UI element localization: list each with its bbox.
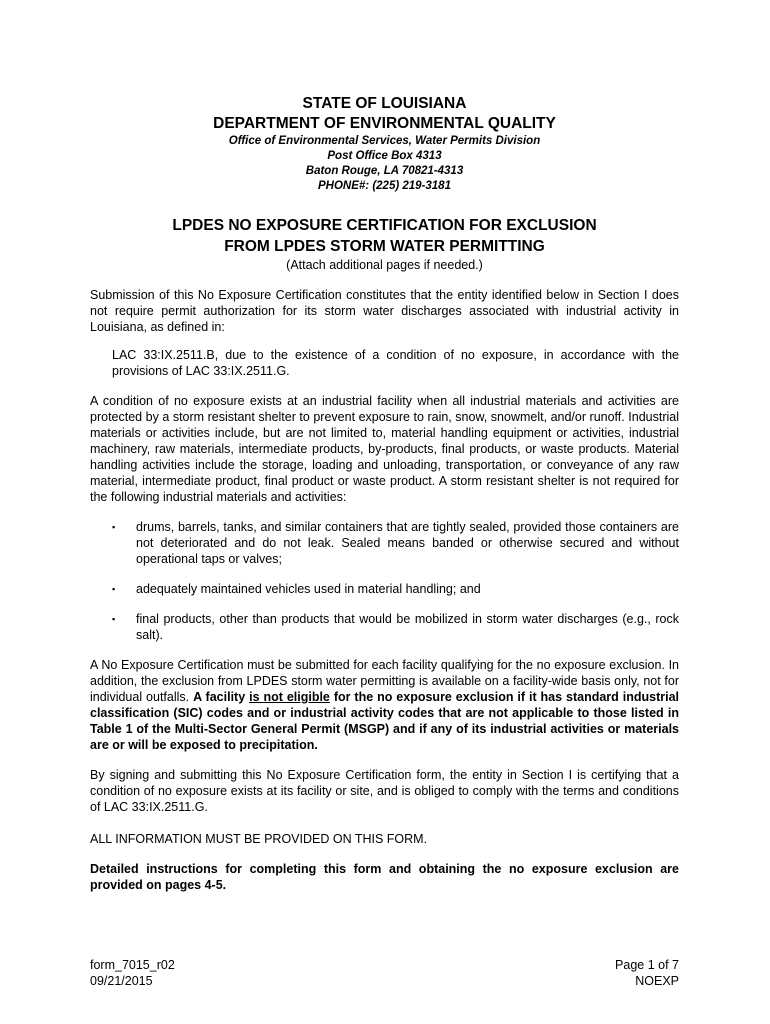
form-id: form_7015_r02: [90, 958, 175, 972]
list-item-text: drums, barrels, tanks, and similar containers that are tightly sealed, provided those containers are not deteriorated and do not leak. Sealed means banded or otherwise secured and without operational taps or valves;: [136, 520, 679, 566]
form-code: NOEXP: [635, 974, 679, 988]
department-heading: DEPARTMENT OF ENVIRONMENTAL QUALITY: [213, 115, 556, 132]
footer-left: [90, 957, 175, 989]
bullet-icon: ▪: [112, 522, 116, 532]
po-box-line: Post Office Box 4313: [327, 150, 442, 162]
lac-reference-paragraph: LAC 33:IX.2511.B, due to the existence of a condition of no exposure, in accordance with the provisions of LAC 33:IX.2511.G.: [112, 348, 679, 378]
not-eligible-emphasis: is not eligible: [249, 690, 330, 704]
page-number: Page 1 of 7: [615, 958, 679, 972]
footer-right: [615, 957, 679, 989]
page-content: [90, 94, 679, 893]
list-item-text: adequately maintained vehicles used in material handling; and: [136, 582, 481, 596]
title-line-2: FROM LPDES STORM WATER PERMITTING: [224, 238, 545, 255]
all-info-notice: ALL INFORMATION MUST BE PROVIDED ON THIS FORM.: [90, 832, 428, 846]
eligibility-text-b: for the no exposure exclusion if it has standard industrial classification (SIC) codes and or industrial activity codes that are not applicable to those listed in Table 1 of the Multi-Sector General Permit (MSGP) and if any of its industrial activities or materials are or will be exposed to precipitation.: [90, 690, 679, 752]
city-line: Baton Rouge, LA 70821-4313: [305, 165, 464, 177]
office-line: Office of Environmental Services, Water Permits Division: [228, 135, 541, 147]
title-note: (Attach additional pages if needed.): [286, 258, 483, 272]
eligibility-text-a: A facility: [193, 690, 250, 704]
bullet-icon: ▪: [112, 584, 116, 594]
title-line-1: LPDES NO EXPOSURE CERTIFICATION FOR EXCLUSION: [172, 217, 597, 234]
agency-header: [90, 94, 679, 194]
condition-paragraph: A condition of no exposure exists at an industrial facility when all industrial materials and activities are protected by a storm resistant shelter to prevent exposure to rain, snow, snowmelt, and/or runoff. Industrial materials or activities include, but are not limited to, material handling equipment or activities, industrial machinery, raw materials, intermediate products, by-products, final products, or waste products. Material handling activities include the storage, loading and unloading, transportation, or conveyance of any raw material, intermediate product, final product or waste product. A storm resistant shelter is not required for the following industrial materials and activities:: [90, 394, 679, 504]
phone-line: PHONE#: (225) 219-3181: [318, 180, 451, 192]
form-title: [90, 215, 679, 273]
bullet-icon: ▪: [112, 614, 116, 624]
instructions-notice: Detailed instructions for completing this form and obtaining the no exposure exclusion are provided on pages 4-5.: [90, 862, 679, 892]
list-item: [90, 611, 679, 643]
submission-paragraph: [90, 657, 679, 753]
list-item-text: final products, other than products that would be mobilized in storm water discharges (e.g., rock salt).: [136, 612, 679, 642]
submission-text: A No Exposure Certification must be submitted for each facility qualifying for the no exposure exclusion. In addition, the exclusion from LPDES storm water permitting is available on a facility-wide basis only, not for individual outfalls.: [90, 658, 679, 704]
exemption-list: [90, 519, 679, 643]
intro-paragraph: Submission of this No Exposure Certification constitutes that the entity identified below in Section I does not require permit authorization for its storm water discharges associated with industrial activity in Louisiana, as defined in:: [90, 288, 679, 334]
signing-paragraph: By signing and submitting this No Exposure Certification form, the entity in Section I is certifying that a condition of no exposure exists at its facility or site, and is obliged to comply with the terms and conditions of LAC 33:IX.2511.G.: [90, 768, 679, 814]
list-item: [90, 519, 679, 567]
form-date: 09/21/2015: [90, 974, 153, 988]
list-item: [90, 581, 679, 597]
state-heading: STATE OF LOUISIANA: [302, 95, 467, 112]
